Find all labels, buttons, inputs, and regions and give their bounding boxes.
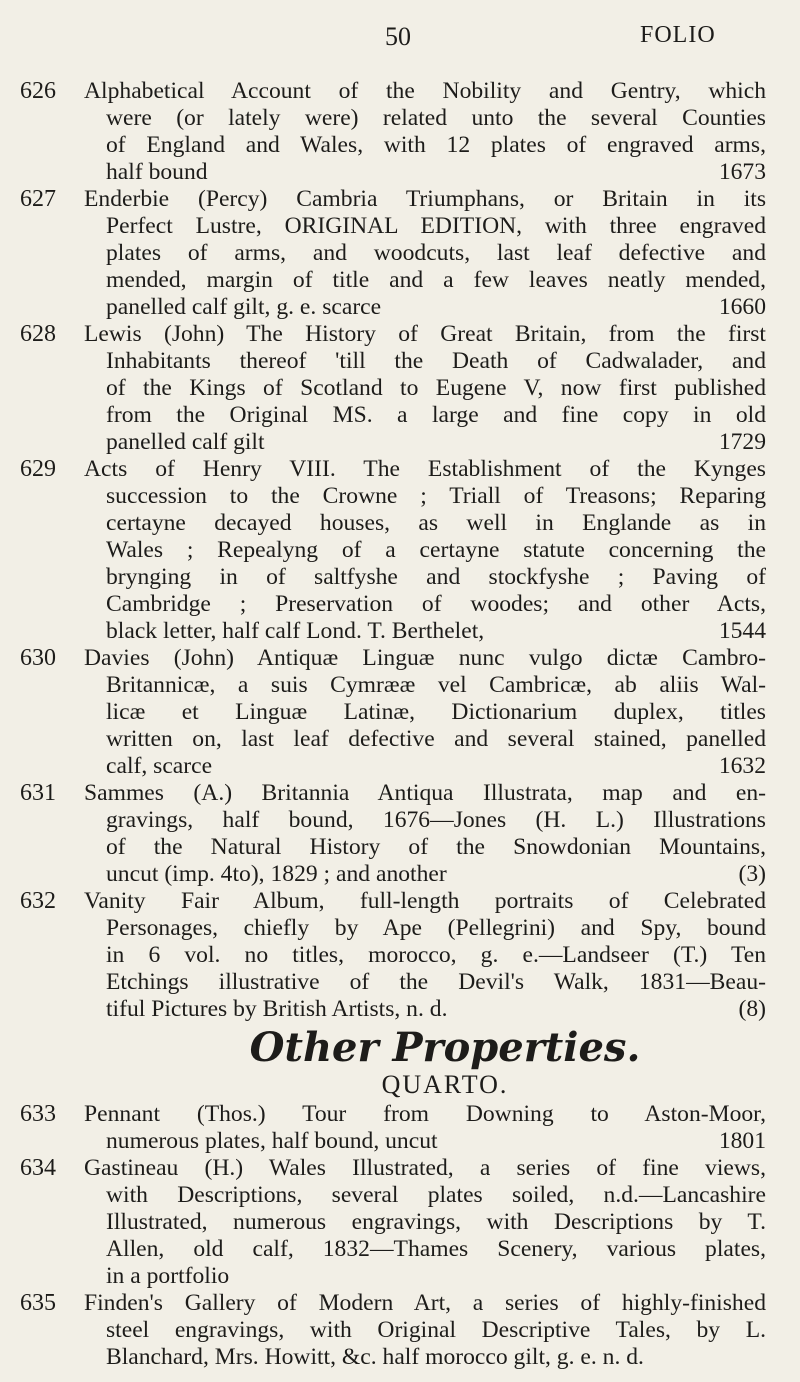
entry-imprint: Blanchard, Mrs. Howitt, &c. half morocco gilt, g. e. n. d. xyxy=(106,1344,644,1370)
lot-number: 631 xyxy=(20,780,56,806)
catalogue-entry xyxy=(0,645,800,780)
catalogue-entry xyxy=(0,456,800,645)
entry-line: mended, margin of title and a few leaves neatly mended, xyxy=(106,267,766,293)
entry-date: 1544 xyxy=(718,618,766,644)
page-header xyxy=(0,22,800,62)
entry-imprint: numerous plates, half bound, uncut xyxy=(106,1128,438,1154)
entry-line: Acts of Henry VIII. The Establishment of the Kynges xyxy=(84,456,766,482)
entry-imprint: half bound xyxy=(106,159,208,185)
entry-line: Wales ; Repealyng of a certayne statute concerning the xyxy=(106,537,766,563)
lot-number: 635 xyxy=(20,1290,56,1316)
entry-line: Personages, chiefly by Ape (Pellegrini) and Spy, bound xyxy=(106,915,766,941)
entry-line: Gastineau (H.) Wales Illustrated, a series of fine views, xyxy=(84,1155,766,1181)
catalogue-entry xyxy=(0,1155,800,1290)
entry-line: Sammes (A.) Britannia Antiqua Illustrata, map and en- xyxy=(84,780,766,806)
entry-date: 1801 xyxy=(718,1128,766,1154)
entry-line: Inhabitants thereof 'till the Death of Cadwalader, and xyxy=(106,348,766,374)
entry-imprint: tiful Pictures by British Artists, n. d. xyxy=(106,996,448,1022)
lot-number: 627 xyxy=(20,186,56,212)
lot-number: 626 xyxy=(20,78,56,104)
entry-line: from the Original MS. a large and fine copy in old xyxy=(106,402,766,428)
entry-last-line xyxy=(84,429,766,456)
entry-line: gravings, half bound, 1676—Jones (H. L.) Illustrations xyxy=(106,807,766,833)
catalogue-entry xyxy=(0,1290,800,1371)
catalogue-entry xyxy=(0,78,800,186)
entry-date: 1660 xyxy=(718,294,766,320)
entry-line: licæ et Linguæ Latinæ, Dictionarium duplex, titles xyxy=(106,699,766,725)
catalogue-content xyxy=(0,78,800,1371)
entry-line: Allen, old calf, 1832—Thames Scenery, various plates, xyxy=(106,1236,766,1262)
entry-date: 1632 xyxy=(718,753,766,779)
entry-line: of England and Wales, with 12 plates of engraved arms, xyxy=(106,132,766,158)
entry-line: Enderbie (Percy) Cambria Triumphans, or Britain in its xyxy=(84,186,766,212)
entry-line: Perfect Lustre, ORIGINAL EDITION, with three engraved xyxy=(106,213,766,239)
lot-number: 632 xyxy=(20,888,56,914)
entry-line: of the Natural History of the Snowdonian Mountains, xyxy=(106,834,766,860)
entry-last-line xyxy=(84,996,766,1023)
section-heading: Other Properties. xyxy=(249,1024,641,1071)
entry-date: 1729 xyxy=(718,429,766,455)
section-subheading: QUARTO. xyxy=(381,1070,509,1099)
entry-imprint: uncut (imp. 4to), 1829 ; and another xyxy=(106,861,447,887)
page-number: 50 xyxy=(385,22,411,51)
entry-line: Cambridge ; Preservation of woodes; and other Acts, xyxy=(106,591,766,617)
running-head: FOLIO xyxy=(640,22,716,48)
entry-last-line xyxy=(84,753,766,780)
entry-last-line xyxy=(84,861,766,888)
entry-date: 1673 xyxy=(718,159,766,185)
catalogue-entry xyxy=(0,321,800,456)
entry-imprint: panelled calf gilt, g. e. scarce xyxy=(106,294,382,320)
lot-number: 628 xyxy=(20,321,56,347)
lot-number: 630 xyxy=(20,645,56,671)
entry-line: with Descriptions, several plates soiled, n.d.—Lancashire xyxy=(106,1182,766,1208)
lot-number: 629 xyxy=(20,456,56,482)
entry-line: Lewis (John) The History of Great Britain, from the first xyxy=(84,321,766,347)
entry-imprint: calf, scarce xyxy=(106,753,213,779)
entry-last-line xyxy=(84,294,766,321)
catalogue-entry xyxy=(0,780,800,888)
entry-line: plates of arms, and woodcuts, last leaf defective and xyxy=(106,240,766,266)
entry-line: were (or lately were) related unto the several Counties xyxy=(106,105,766,131)
entry-line: Alphabetical Account of the Nobility and Gentry, which xyxy=(84,78,766,104)
catalogue-entry xyxy=(0,1101,800,1155)
entry-last-line xyxy=(84,159,766,186)
entry-line: written on, last leaf defective and several stained, panelled xyxy=(106,726,766,752)
entry-line: Illustrated, numerous engravings, with Descriptions by T. xyxy=(106,1209,766,1235)
entry-line: Davies (John) Antiquæ Linguæ nunc vulgo dictæ Cambro- xyxy=(84,645,766,671)
entry-date: (3) xyxy=(738,861,766,887)
catalogue-entry xyxy=(0,186,800,321)
entry-imprint: black letter, half calf Lond. T. Berthelet, xyxy=(106,618,485,644)
entry-line: Finden's Gallery of Modern Art, a series of highly-finished xyxy=(84,1290,766,1316)
entry-line: brynging in of saltfyshe and stockfyshe ; Paving of xyxy=(106,564,766,590)
entry-last-line xyxy=(84,1344,766,1371)
lot-number: 634 xyxy=(20,1155,56,1181)
entry-line: Vanity Fair Album, full-length portraits of Celebrated xyxy=(84,888,766,914)
entry-line: Etchings illustrative of the Devil's Walk, 1831—Beau- xyxy=(106,969,766,995)
entry-date: (8) xyxy=(738,996,766,1022)
catalogue-entry xyxy=(0,888,800,1023)
entry-last-line xyxy=(84,1263,766,1290)
entry-line: of the Kings of Scotland to Eugene V, now first published xyxy=(106,375,766,401)
entry-line: steel engravings, with Original Descriptive Tales, by L. xyxy=(106,1317,766,1343)
entry-imprint: in a portfolio xyxy=(106,1263,230,1289)
entry-line: certayne decayed houses, as well in Englande as in xyxy=(106,510,766,536)
entry-line: in 6 vol. no titles, morocco, g. e.—Landseer (T.) Ten xyxy=(106,942,766,968)
entry-last-line xyxy=(84,618,766,645)
entry-line: succession to the Crowne ; Triall of Treasons; Reparing xyxy=(106,483,766,509)
lot-number: 633 xyxy=(20,1101,56,1127)
entry-imprint: panelled calf gilt xyxy=(106,429,265,455)
entries-before-section xyxy=(0,78,800,1023)
entry-line: Britannicæ, a suis Cymrææ vel Cambricæ, ab aliis Wal- xyxy=(106,672,766,698)
entry-line: Pennant (Thos.) Tour from Downing to Aston-Moor, xyxy=(84,1101,766,1127)
entries-after-section xyxy=(0,1101,800,1371)
entry-last-line xyxy=(84,1128,766,1155)
